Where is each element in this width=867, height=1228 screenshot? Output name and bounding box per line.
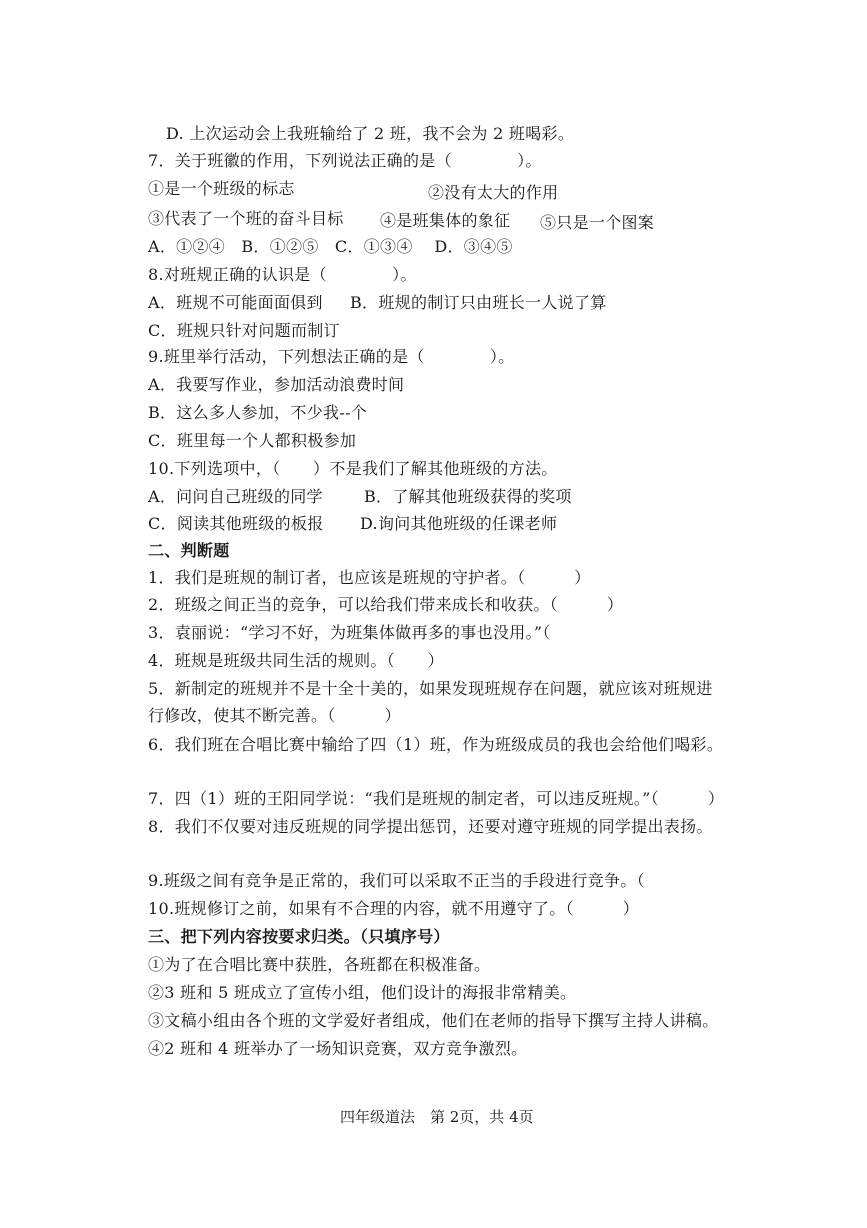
q10-option-b: B．了解其他班级获得的奖项: [364, 487, 572, 506]
classify-item-3: ③文稿小组由各个班的文学爱好者组成，他们在老师的指导下撰写主持人讲稿。: [148, 1011, 719, 1030]
judge-item-3: 3．袁丽说：“学习不好，为班集体做再多的事也没用。”（: [148, 623, 551, 642]
q10-option-d: D.询问其他班级的任课老师: [360, 514, 558, 533]
judge-item-10: 10.班规修订之前，如果有不合理的内容，就不用遵守了。（ ）: [148, 899, 640, 918]
judge-item-7: 7．四（1）班的王阳同学说：“我们是班规的制定者，可以违反班规。”（ ）: [148, 789, 725, 808]
judge-item-5-line-2: 行修改，使其不断完善。（ ）: [148, 706, 401, 725]
classify-item-2: ②3 班和 5 班成立了宣传小组，他们设计的海报非常精美。: [148, 983, 577, 1002]
q9-option-b: B．这么多人参加，不少我--个: [148, 403, 368, 422]
q10-stem: 10.下列选项中，（ ）不是我们了解其他班级的方法。: [148, 459, 558, 478]
q9-stem: 9.班里举行活动，下列想法正确的是（ ）。: [148, 347, 515, 366]
judge-item-8: 8．我们不仅要对违反班规的同学提出惩罚，还要对遵守班规的同学提出表扬。: [148, 817, 713, 836]
judge-item-1: 1．我们是班规的制订者，也应该是班规的守护者。（ ）: [148, 568, 591, 587]
q10-option-a: A．问问自己班级的同学: [148, 487, 323, 506]
q7-stem: 7．关于班徽的作用，下列说法正确的是（ ）。: [148, 151, 542, 170]
judge-item-9: 9.班级之间有竞争是正常的，我们可以采取不正当的手段进行竞争。（: [148, 871, 645, 890]
judge-item-4: 4．班规是班级共同生活的规则。（ ）: [148, 651, 444, 670]
classify-item-4: ④2 班和 4 班举办了一场知识竞赛，双方竞争激烈。: [148, 1039, 528, 1058]
judge-item-5-line-1: 5．新制定的班规并不是十全十美的，如果发现班规存在问题，就应该对班规进: [148, 679, 713, 698]
section-2-title: 二、判断题: [148, 541, 230, 560]
section-3-title: 三、把下列内容按要求归类。（只填序号）: [148, 927, 450, 946]
q8-option-a: A．班规不可能面面俱到: [148, 293, 323, 312]
q6-option-d: D. 上次运动会上我班输给了 2 班，我不会为 2 班喝彩。: [166, 124, 575, 143]
q9-option-c: C．班里每一个人都积极参加: [148, 431, 357, 450]
q7-item-3: ③代表了一个班的奋斗目标: [148, 209, 344, 228]
judge-item-6: 6．我们班在合唱比赛中输给了四（1）班，作为班级成员的我也会给他们喝彩。: [148, 735, 724, 754]
classify-item-1: ①为了在合唱比赛中获胜，各班都在积极准备。: [148, 955, 491, 974]
page-footer: 四年级道法 第 2页，共 4页: [340, 1108, 534, 1126]
q7-item-1: ①是一个班级的标志: [148, 179, 295, 198]
q7-options: A．①②④ B．①②⑤ C．①③④ D．③④⑤: [148, 237, 513, 256]
q10-option-c: C．阅读其他班级的板报: [148, 514, 324, 533]
judge-item-2: 2．班级之间正当的竞争，可以给我们带来成长和收获。（ ）: [148, 595, 624, 614]
q8-option-c: C．班规只针对问题而制订: [148, 321, 340, 340]
q8-stem: 8.对班规正确的认识是（ ）。: [148, 265, 417, 284]
q8-option-b: B．班规的制订只由班长一人说了算: [350, 293, 607, 312]
q7-item-4: ④是班集体的象征: [380, 211, 511, 230]
q9-option-a: A．我要写作业，参加活动浪费时间: [148, 375, 405, 394]
q7-item-5: ⑤只是一个图案: [540, 213, 655, 232]
q7-item-2: ②没有太大的作用: [428, 183, 559, 202]
